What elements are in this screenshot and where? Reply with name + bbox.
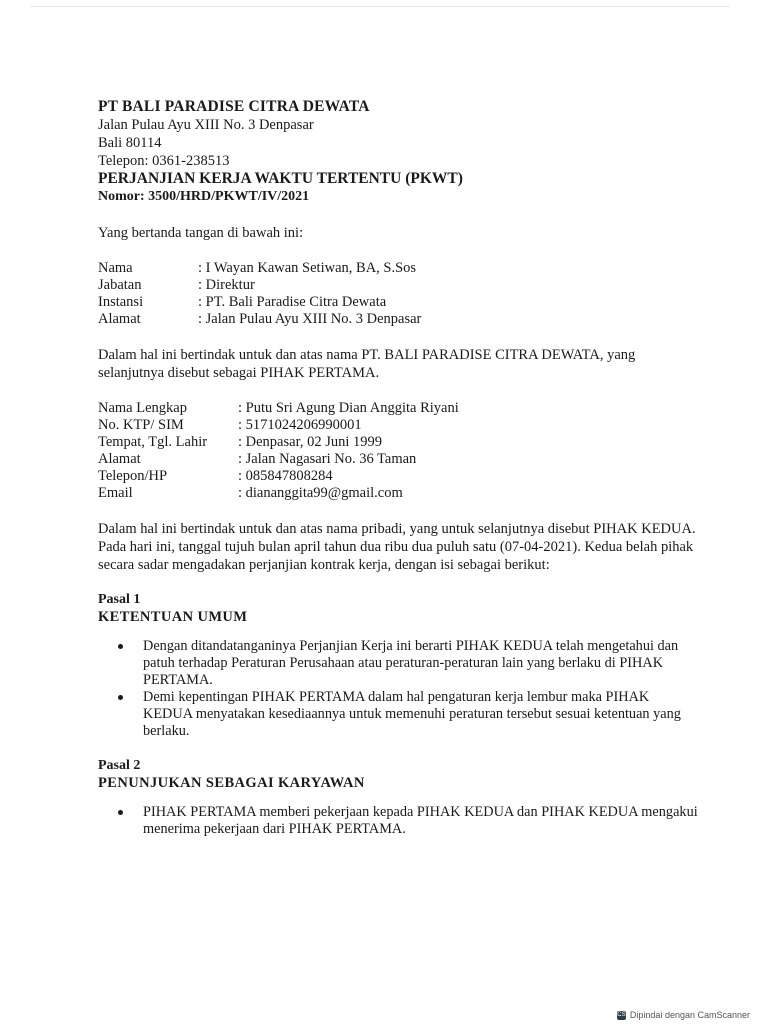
field-value: : 085847808284 <box>238 468 333 484</box>
field-label: Telepon/HP <box>98 468 168 484</box>
party1-table <box>98 260 421 328</box>
field-label: Alamat <box>98 451 141 467</box>
scan-edge-line <box>30 6 730 7</box>
field-value: : Putu Sri Agung Dian Anggita Riyani <box>238 400 459 416</box>
party1-row <box>98 260 421 277</box>
field-value: : I Wayan Kawan Setiwan, BA, S.Sos <box>198 260 417 276</box>
field-label: Nama <box>98 260 133 276</box>
party2-table <box>98 400 459 502</box>
pasal1-label: Pasal 1 <box>98 592 141 607</box>
company-name: PT BALI PARADISE CITRA DEWATA <box>98 98 370 115</box>
pasal2-list <box>98 804 698 838</box>
company-phone: Telepon: 0361-238513 <box>98 153 230 169</box>
party2-row <box>98 451 459 468</box>
field-label: No. KTP/ SIM <box>98 417 184 433</box>
list-item: Dengan ditandatanganinya Perjanjian Kerja ini berarti PIHAK KEDUA telah mengetahui dan patuh terhadap Peraturan Perusahaan atau peraturan-peraturan lain yang berlaku di PIHAK PERTAMA. <box>143 638 698 689</box>
field-label: Nama Lengkap <box>98 400 187 416</box>
field-value: : Jalan Pulau Ayu XIII No. 3 Denpasar <box>198 311 422 327</box>
list-item: PIHAK PERTAMA memberi pekerjaan kepada PIHAK KEDUA dan PIHAK KEDUA mengakui menerima pekerjaan dari PIHAK PERTAMA. <box>143 804 698 838</box>
camscanner-text: Dipindai dengan CamScanner <box>629 1010 750 1020</box>
document-number: Nomor: 3500/HRD/PKWT/IV/2021 <box>98 189 310 204</box>
party1-row <box>98 311 421 328</box>
field-label: Jabatan <box>98 277 142 293</box>
field-label: Tempat, Tgl. Lahir <box>98 434 208 450</box>
pasal2-label: Pasal 2 <box>98 758 141 773</box>
company-city: Bali 80114 <box>98 135 162 151</box>
document-body <box>98 98 698 838</box>
party1-row <box>98 294 421 311</box>
document-title: PERJANJIAN KERJA WAKTU TERTENTU (PKWT) <box>98 170 463 187</box>
pasal2-title: PENUNJUKAN SEBAGAI KARYAWAN <box>98 775 365 791</box>
field-label: Instansi <box>98 294 144 310</box>
camscanner-watermark <box>617 1010 750 1020</box>
party2-row <box>98 400 459 417</box>
party2-note: Dalam hal ini bertindak untuk dan atas nama pribadi, yang untuk selanjutnya disebut PIHAK KEDUA. <box>98 521 696 537</box>
field-label: Email <box>98 485 133 501</box>
field-value: : diananggita99@gmail.com <box>238 485 403 501</box>
list-item: Demi kepentingan PIHAK PERTAMA dalam hal pengaturan kerja lembur maka PIHAK KEDUA menyatakan kesediaannya untuk memenuhi peraturan tersebut sesuai ketentuan yang berlaku. <box>143 689 698 740</box>
bullet-icon <box>118 695 123 700</box>
field-value: : PT. Bali Paradise Citra Dewata <box>198 294 387 310</box>
party1-row <box>98 277 421 294</box>
company-address: Jalan Pulau Ayu XIII No. 3 Denpasar <box>98 117 314 133</box>
party2-row <box>98 417 459 434</box>
bullet-icon <box>118 644 123 649</box>
field-value: : Jalan Nagasari No. 36 Taman <box>238 451 417 467</box>
party2-row <box>98 485 459 502</box>
cs-icon: CS <box>617 1011 626 1018</box>
bullet-icon <box>118 810 123 815</box>
field-value: : Direktur <box>198 277 255 293</box>
pasal1-title: KETENTUAN UMUM <box>98 609 248 625</box>
party2-row <box>98 434 459 451</box>
agreement-text: Pada hari ini, tanggal tujuh bulan april tahun dua ribu dua puluh satu (07-04-2021). Kedua belah pihak secara sadar mengadakan perjanjian kontrak kerja, dengan isi sebagai berikut: <box>98 539 694 573</box>
party1-note: Dalam hal ini bertindak untuk dan atas nama PT. BALI PARADISE CITRA DEWATA, yang selanjutnya disebut sebagai PIHAK PERTAMA. <box>98 347 636 381</box>
party2-row <box>98 468 459 485</box>
pasal1-list <box>98 638 698 740</box>
field-label: Alamat <box>98 311 141 327</box>
field-value: : 5171024206990001 <box>238 417 362 433</box>
field-value: : Denpasar, 02 Juni 1999 <box>238 434 382 450</box>
intro-text: Yang bertanda tangan di bawah ini: <box>98 225 304 241</box>
